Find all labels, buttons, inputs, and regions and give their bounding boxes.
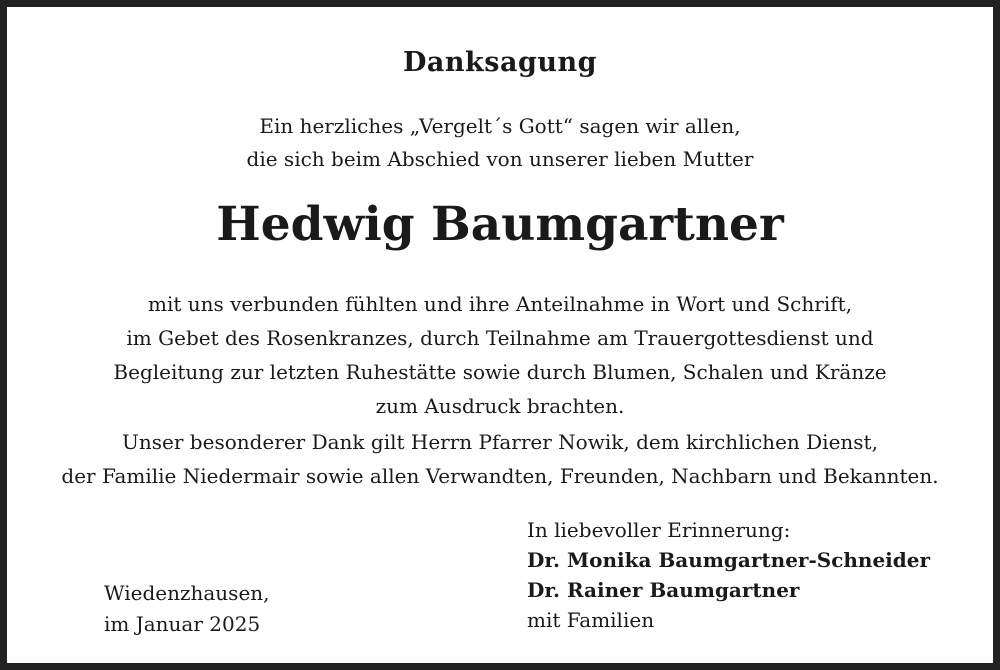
signature-block — [527, 515, 930, 635]
thanks-text — [7, 425, 993, 493]
intro-text — [7, 110, 993, 176]
thanks-line: Unser besonderer Dank gilt Herrn Pfarrer Nowik, dem kirchlichen Dienst, — [122, 430, 878, 454]
signature-suffix: mit Familien — [527, 608, 655, 632]
intro-line: Ein herzliches „Vergelt´s Gott“ sagen wir allen, — [259, 114, 741, 138]
signature-name: Dr. Rainer Baumgartner — [527, 578, 800, 602]
body-line: zum Ausdruck brachten. — [375, 394, 625, 418]
body-line: Begleitung zur letzten Ruhestätte sowie durch Blumen, Schalen und Kränze — [113, 360, 887, 384]
deceased-name: Hedwig Baumgartner — [216, 197, 784, 252]
signature-name: Dr. Monika Baumgartner-Schneider — [527, 548, 931, 572]
notice-title: Danksagung — [403, 47, 597, 78]
intro-line: die sich beim Abschied von unserer lieben Mutter — [246, 147, 754, 171]
thanks-line: der Familie Niedermair sowie allen Verwandten, Freunden, Nachbarn und Bekannten. — [61, 464, 939, 488]
body-line: im Gebet des Rosenkranzes, durch Teilnahme am Trauergottesdienst und — [126, 326, 874, 350]
place-date — [104, 578, 270, 640]
body-line: mit uns verbunden fühlten und ihre Anteilnahme in Wort und Schrift, — [147, 292, 853, 316]
body-text — [7, 287, 993, 423]
place-line: Wiedenzhausen, — [104, 581, 270, 605]
date-line: im Januar 2025 — [104, 612, 261, 636]
signature-intro: In liebevoller Erinnerung: — [527, 518, 791, 542]
